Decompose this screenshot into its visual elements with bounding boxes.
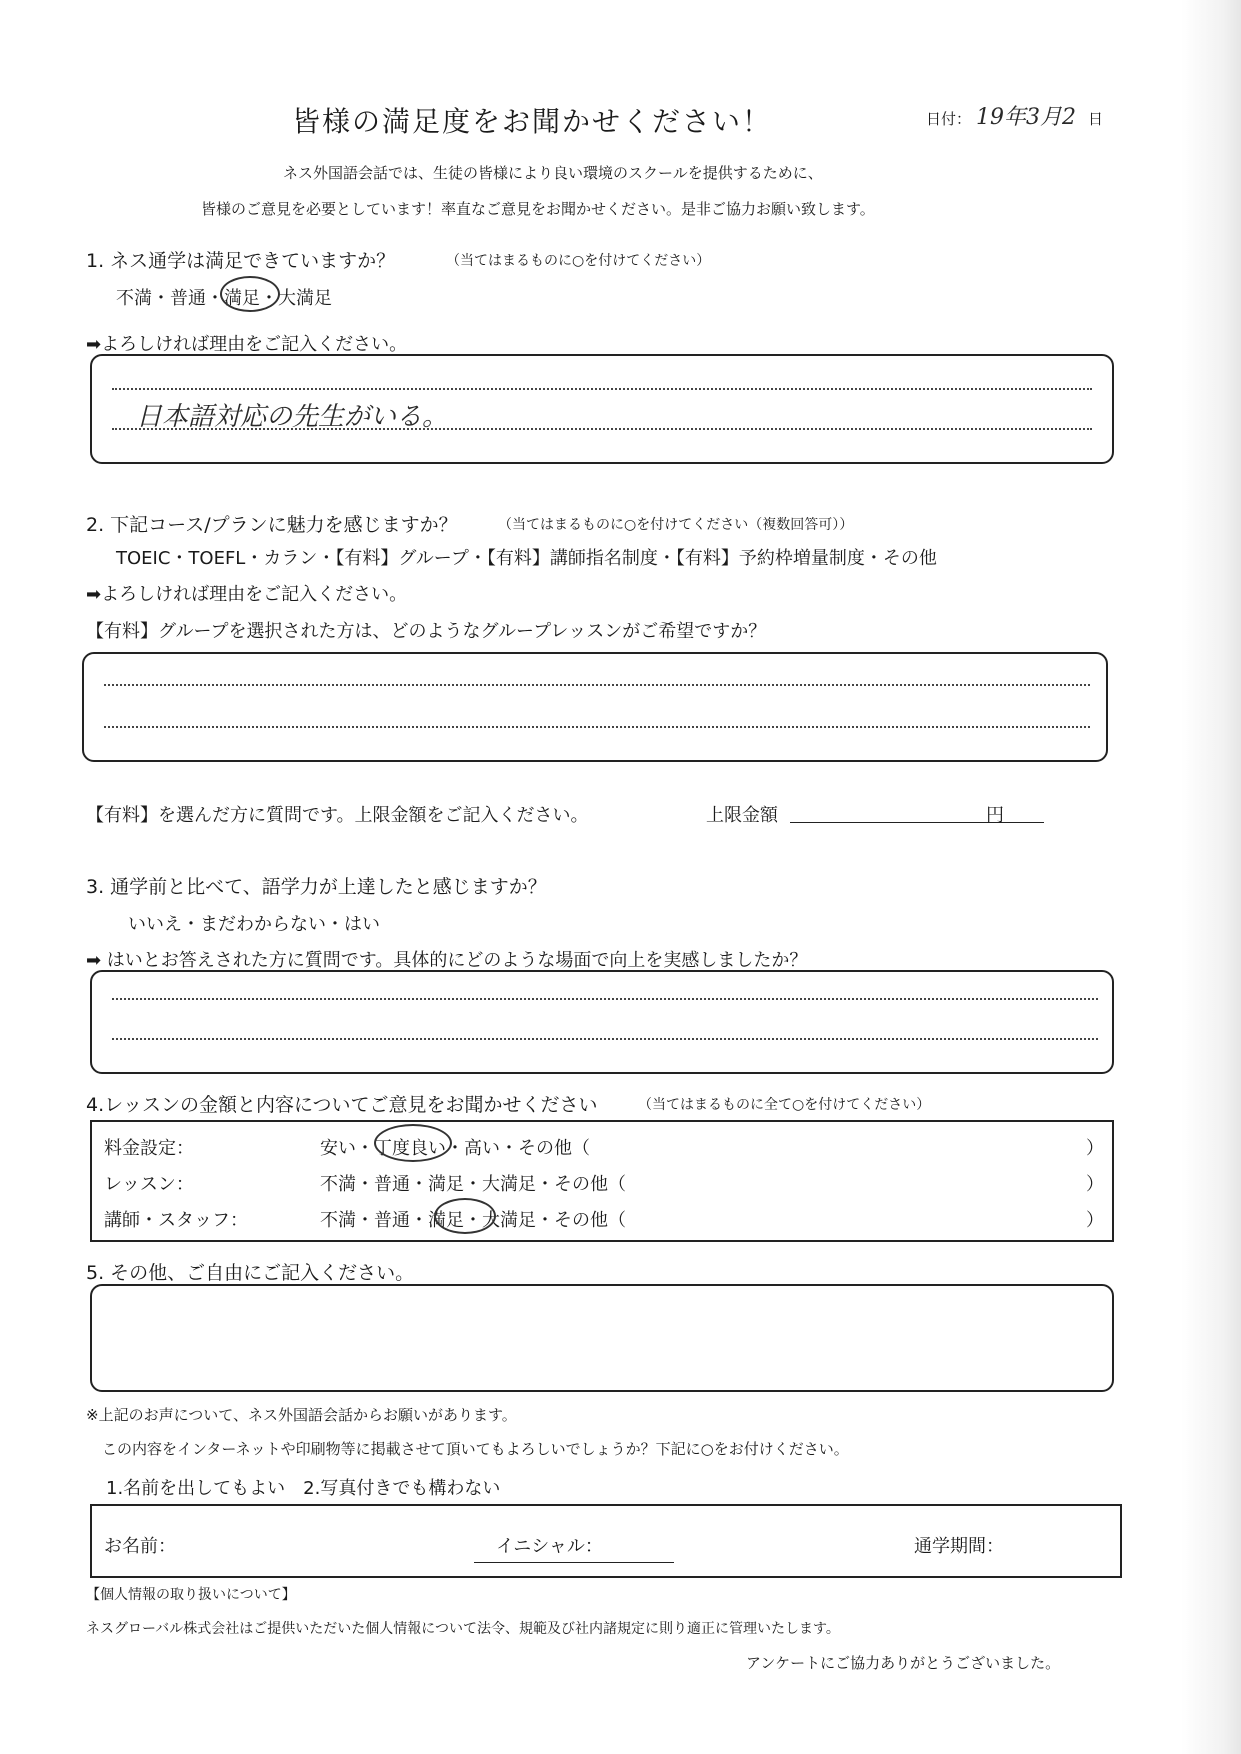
- q4-row-price-options[interactable]: 安い・丁度良い・高い・その他（: [320, 1138, 590, 1159]
- permission-request: この内容をインターネットや印刷物等に掲載させて頂いてもよろしいでしょうか？下記に○をお付けください。: [102, 1440, 849, 1458]
- q2-limit-unit: 円: [986, 805, 1004, 826]
- q3-answer-box[interactable]: [90, 970, 1114, 1074]
- q4-row-lesson-close: ）: [1086, 1174, 1104, 1195]
- privacy-text: ネスグローバル株式会社はご提供いただいた個人情報について法令、規範及び社内諸規定に則り適正に管理いたします。: [86, 1621, 840, 1637]
- q2-instruction: （当てはまるものに○を付けてください（複数回答可））: [498, 517, 854, 533]
- q2-group-answer-box[interactable]: [82, 652, 1108, 762]
- privacy-heading: 【個人情報の取り扱いについて】: [86, 1587, 296, 1603]
- q4-row-price-label: 料金設定：: [104, 1138, 194, 1159]
- date-label: 日付：: [926, 110, 972, 128]
- q4-instruction: （当てはまるものに全て○を付けてください）: [638, 1097, 931, 1113]
- q4-staff-selected-circle: [434, 1198, 496, 1234]
- permission-options[interactable]: 1.名前を出してもよい 2.写真付きでも構わない: [106, 1478, 501, 1499]
- q3-options[interactable]: いいえ・まだわからない・はい: [128, 914, 380, 935]
- q1-options[interactable]: 不満・普通・満足・大満足: [116, 288, 332, 309]
- q2-options[interactable]: TOEIC・TOEFL・カラン・【有料】グループ・【有料】講師指名制度・【有料】予約枠増量制度・その他: [116, 548, 937, 569]
- q2-reason-prompt: ➡よろしければ理由をご記入ください。: [86, 584, 408, 605]
- q1-instruction: （当てはまるものに○を付けてください）: [446, 253, 711, 269]
- q2-group-prompt: 【有料】グループを選択された方は、どのようなグループレッスンがご希望ですか？: [86, 621, 767, 642]
- q4-row-price-close: ）: [1086, 1138, 1104, 1159]
- date-value[interactable]: 19年3月2: [976, 105, 1076, 130]
- thanks-text: アンケートにご協力ありがとうございました。: [746, 1654, 1061, 1672]
- q1-selected-circle: [220, 276, 280, 312]
- q3-followup: ➡ はいとお答えされた方に質問です。具体的にどのような場面で向上を実感しましたか？: [86, 950, 808, 971]
- q4-row-staff-options[interactable]: 不満・普通・満足・大満足・その他（: [320, 1210, 626, 1231]
- q2-limit-prompt: 【有料】を選んだ方に質問です。上限金額をご記入ください。: [86, 805, 589, 826]
- q5-question: 5. その他、ご自由にご記入ください。: [86, 1262, 415, 1284]
- q2-limit-input[interactable]: [790, 822, 1044, 823]
- q1-reason-prompt: ➡よろしければ理由をご記入ください。: [86, 334, 408, 355]
- intro-line-2: 皆様のご意見を必要としています！率直なご意見をお聞かせください。是非ご協力お願い致します。: [201, 200, 875, 218]
- period-label: 通学期間：: [914, 1536, 1004, 1557]
- date-suffix: 日: [1088, 110, 1104, 128]
- name-label: お名前：: [104, 1536, 176, 1557]
- q4-row-staff-close: ）: [1086, 1210, 1104, 1231]
- q4-row-lesson-label: レッスン：: [104, 1174, 194, 1195]
- q1-answer-text[interactable]: 日本語対応の先生がいる。: [136, 402, 449, 432]
- intro-line-1: ネス外国語会話では、生徒の皆様により良い環境のスクールを提供するために、: [283, 164, 823, 182]
- q2-question: 2. 下記コース/プランに魅力を感じますか？: [86, 514, 458, 536]
- q4-row-staff-label: 講師・スタッフ：: [104, 1210, 248, 1231]
- q1-question: 1. ネス通学は満足できていますか？: [86, 250, 396, 272]
- page-title: 皆様の満足度をお聞かせください！: [292, 105, 773, 138]
- q2-limit-label: 上限金額: [706, 805, 778, 826]
- permission-note: ※上記のお声について、ネス外国語会話からお願いがあります。: [86, 1406, 517, 1424]
- q4-row-lesson-options[interactable]: 不満・普通・満足・大満足・その他（: [320, 1174, 626, 1195]
- scan-edge-shadow: [1181, 0, 1241, 1754]
- q4-price-selected-circle: [374, 1124, 452, 1162]
- q3-question: 3. 通学前と比べて、語学力が上達したと感じますか？: [86, 876, 547, 898]
- q5-answer-box[interactable]: [90, 1284, 1114, 1392]
- q4-question: 4.レッスンの金額と内容についてご意見をお聞かせください: [86, 1094, 598, 1116]
- initial-input[interactable]: [474, 1562, 674, 1563]
- initial-label: イニシャル：: [496, 1536, 603, 1557]
